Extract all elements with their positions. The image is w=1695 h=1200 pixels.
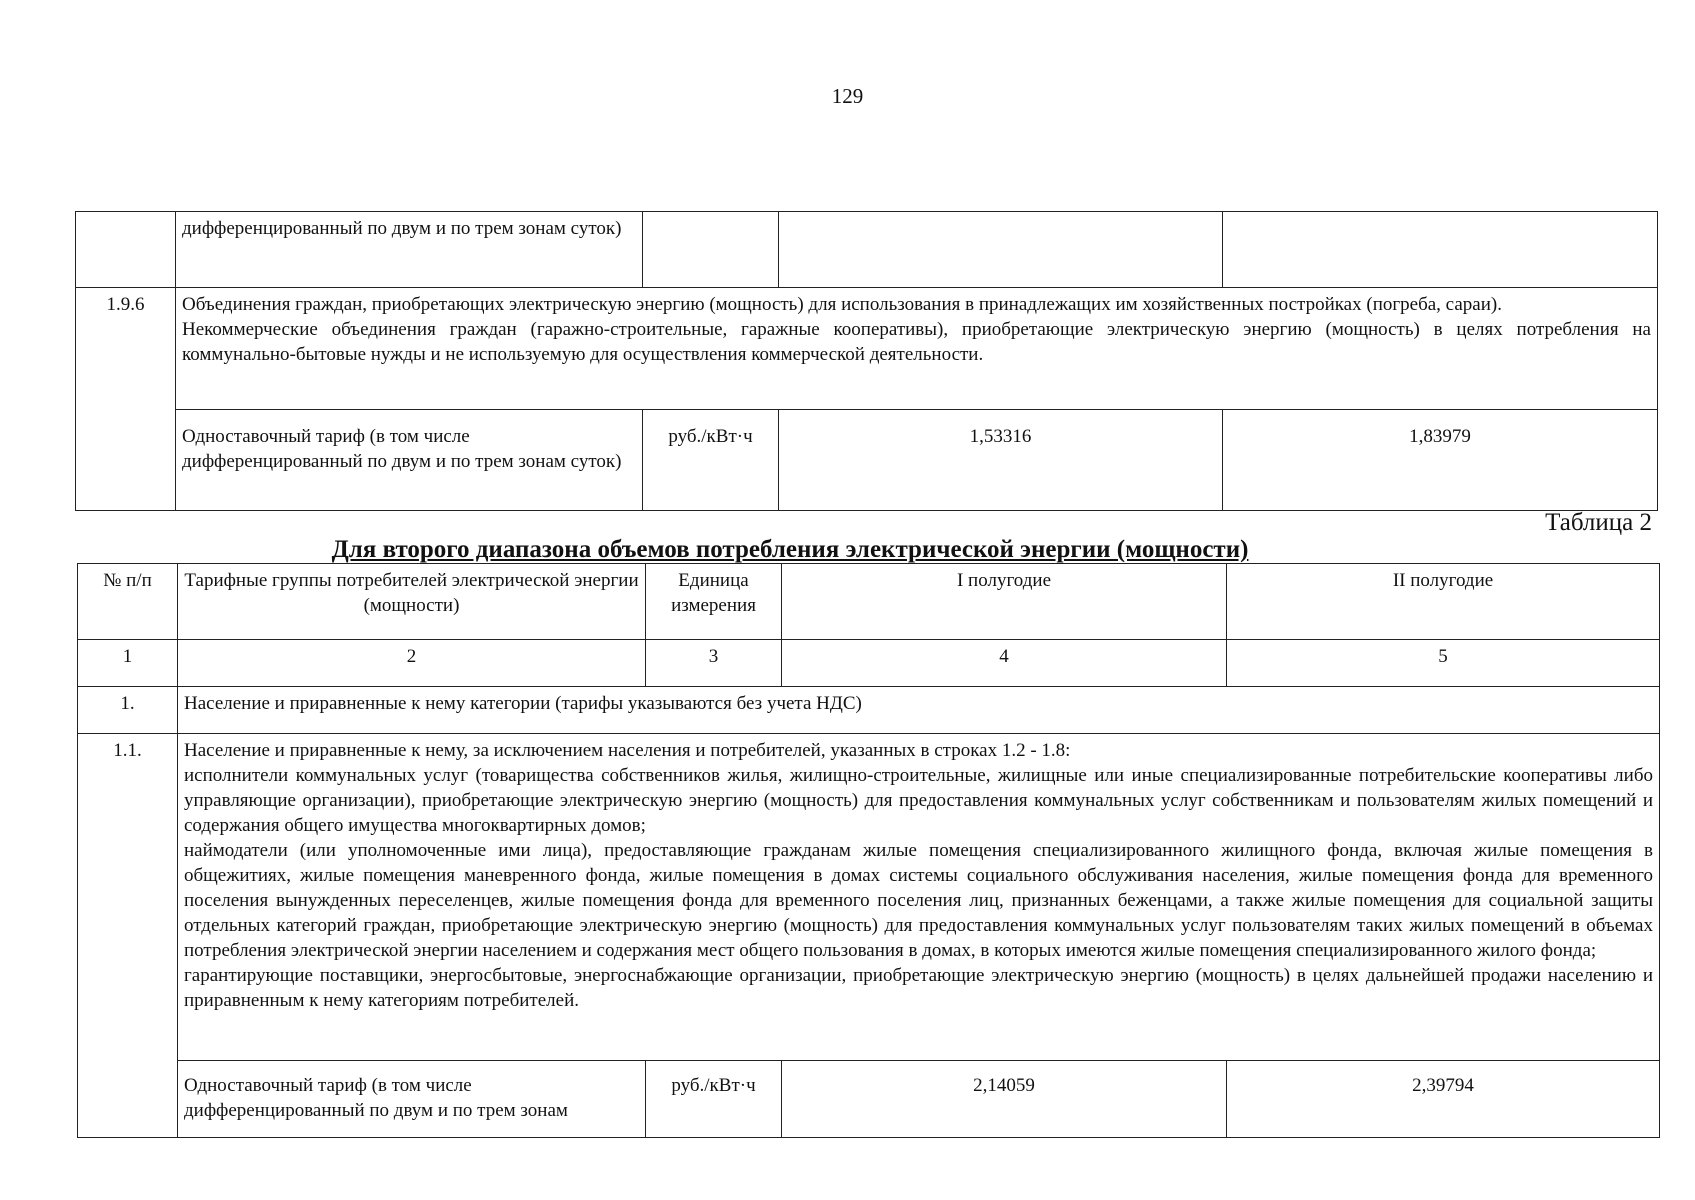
first-half-value: 2,14059 — [782, 1061, 1227, 1138]
table-row — [78, 687, 1660, 734]
tariff-table-2 — [77, 563, 1660, 1138]
first-half-value: 1,53316 — [779, 410, 1223, 511]
unit-cell: руб./кВт·ч — [646, 1061, 782, 1138]
group-paragraph: Объединения граждан, приобретающих электрическую энергию (мощность) для использования в принадлежащих им хозяйственных постройках (погреба, сараи). — [182, 294, 1502, 315]
group-description-cell — [178, 734, 1660, 1061]
tariff-table-continued — [75, 211, 1658, 511]
column-number: 4 — [782, 640, 1227, 687]
group-paragraph: Население и приравненные к нему, за исключением населения и потребителей, указанных в строках 1.2 - 1.8: — [184, 740, 1071, 761]
table-row — [78, 734, 1660, 1061]
table-row — [78, 1061, 1660, 1138]
header-tariff-groups: Тарифные группы потребителей электрической энергии (мощности) — [178, 564, 646, 640]
header-number: № п/п — [78, 564, 178, 640]
group-description-cell — [176, 288, 1658, 410]
second-half-value: 1,83979 — [1223, 410, 1658, 511]
header-first-half: I полугодие — [782, 564, 1227, 640]
group-paragraph: Некоммерческие объединения граждан (гаражно-строительные, гаражные кооперативы), приобретающие электрическую энергию (мощность) в целях потребления на коммунально-бытовые нужды и не используемую для осуществления коммерческой деятельности. — [182, 319, 1651, 365]
column-number: 5 — [1227, 640, 1660, 687]
table-heading: Для второго диапазона объемов потребления электрической энергии (мощности) — [331, 536, 1249, 563]
tariff-name-cell: Одноставочный тариф (в том числе дифференцированный по двум и по трем зонам суток) — [176, 410, 643, 511]
group-paragraph: гарантирующие поставщики, энергосбытовые, энергоснабжающие организации, приобретающие электрическую энергию (мощность) в целях дальнейшей продажи населению и приравненным к нему категориям потребителей. — [184, 965, 1653, 1011]
table-row — [76, 212, 1658, 288]
row-number-cell: 1. — [78, 687, 178, 734]
tariff-name-cell: Одноставочный тариф (в том числе дифференцированный по двум и по трем зонам — [178, 1061, 646, 1138]
first-half-cell — [779, 212, 1223, 288]
tariff-name-cell: дифференцированный по двум и по трем зонам суток) — [176, 212, 643, 288]
header-row — [78, 564, 1660, 640]
unit-cell: руб./кВт·ч — [643, 410, 779, 511]
page-number: 129 — [831, 84, 864, 108]
row-number-cell: 1.9.6 — [76, 288, 176, 511]
group-description-cell: Население и приравненные к нему категории (тарифы указываются без учета НДС) — [178, 687, 1660, 734]
second-half-value: 2,39794 — [1227, 1061, 1660, 1138]
header-unit: Единица измерения — [646, 564, 782, 640]
table-row — [76, 288, 1658, 410]
group-paragraph: исполнители коммунальных услуг (товарищества собственников жилья, жилищно-строительные, жилищные или иные специализированные потребительские кооперативы либо управляющие организации), приобретающие электрическую энергию (мощность) для предоставления коммунальных услуг собственникам и пользователям жилых помещений и содержания общего имущества многоквартирных домов; — [184, 765, 1653, 836]
column-number: 3 — [646, 640, 782, 687]
table-caption: Таблица 2 — [1545, 509, 1652, 536]
second-half-cell — [1223, 212, 1658, 288]
header-second-half: II полугодие — [1227, 564, 1660, 640]
column-number-row — [78, 640, 1660, 687]
table-row — [76, 410, 1658, 511]
unit-cell — [643, 212, 779, 288]
column-number: 2 — [178, 640, 646, 687]
row-number-cell — [76, 212, 176, 288]
group-paragraph: наймодатели (или уполномоченные ими лица), предоставляющие гражданам жилые помещения специализированного жилищного фонда, включая жилые помещения в общежитиях, жилые помещения маневренного фонда, жилые помещения в домах системы социального обслуживания населения, жилые помещения фонда для временного поселения вынужденных переселенцев, жилые помещения фонда для временного поселения лиц, признанных беженцами, а также жилые помещения для социальной защиты отдельных категорий граждан, приобретающие электрическую энергию (мощность) для предоставления коммунальных услуг пользователям таких жилых помещений в объемах потребления электрической энергии населением и содержания мест общего пользования в домах, в которых имеются жилые помещения специализированного жилого фонда; — [184, 840, 1653, 961]
column-number: 1 — [78, 640, 178, 687]
row-number-cell: 1.1. — [78, 734, 178, 1138]
